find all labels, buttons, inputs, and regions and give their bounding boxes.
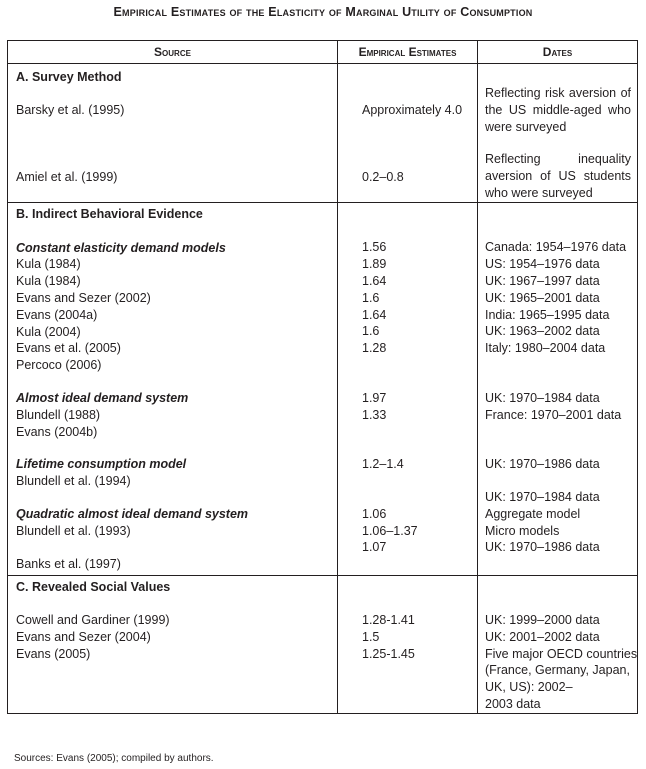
estimate-cell: 1.28-1.41 bbox=[362, 612, 415, 627]
estimate-cell: 1.64 bbox=[362, 273, 387, 288]
source-cell bbox=[16, 540, 337, 557]
estimate-cell: Approximately 4.0 bbox=[362, 103, 463, 117]
estimates-table bbox=[7, 40, 638, 714]
dates-line: UK: 1965–2001 data bbox=[485, 290, 600, 305]
source-cell: Blundell et al. (1993) bbox=[16, 523, 131, 538]
dates-line: US: 1954–1976 data bbox=[485, 257, 600, 272]
header-row bbox=[8, 41, 638, 64]
dates-line: Italy: 1980–2004 data bbox=[485, 341, 606, 356]
source-header: Source bbox=[8, 41, 338, 64]
dates-line: Reflecting inequality bbox=[485, 152, 631, 167]
estimate-cell: 1.28 bbox=[362, 341, 387, 356]
section-b bbox=[8, 202, 638, 575]
dates-line: the US middle-aged who bbox=[485, 102, 631, 117]
subheading: Lifetime consumption model bbox=[16, 457, 187, 472]
dates-line: UK: 1970–1984 data bbox=[485, 489, 600, 504]
source-cell: Evans (2005) bbox=[16, 646, 91, 661]
estimate-cell: 1.64 bbox=[362, 307, 387, 322]
estimates-header: Empirical Estimates bbox=[338, 41, 478, 64]
dates-line: UK: 1999–2000 data bbox=[485, 612, 600, 627]
source-cell: Evans and Sezer (2004) bbox=[16, 629, 151, 644]
estimate-cell: 1.97 bbox=[362, 390, 387, 405]
source-cell: Amiel et al. (1999) bbox=[16, 169, 118, 184]
estimate-cell: 1.25-1.45 bbox=[362, 646, 415, 661]
dates-line: India: 1965–1995 data bbox=[485, 307, 610, 322]
source-cell: Evans (2004a) bbox=[16, 307, 98, 322]
source-cell: Kula (1984) bbox=[16, 274, 81, 289]
estimate-cell: 1.56 bbox=[362, 240, 387, 255]
source-cell: Kula (2004) bbox=[16, 324, 81, 339]
estimate-cell: 1.33 bbox=[362, 407, 387, 422]
source-cell: Evans et al. (2005) bbox=[16, 341, 121, 356]
dates-line: (France, Germany, Japan, bbox=[485, 663, 630, 678]
estimate-cell: 1.6 bbox=[362, 324, 380, 339]
estimate-cell bbox=[362, 489, 477, 506]
section-b-heading: B. Indirect Behavioral Evidence bbox=[16, 206, 203, 221]
dates-line: Aggregate model bbox=[485, 506, 581, 521]
dates-line: UK: 1970–1986 data bbox=[485, 457, 600, 472]
section-c bbox=[8, 576, 638, 714]
dates-line: 2003 data bbox=[485, 696, 541, 711]
subheading: Quadratic almost ideal demand system bbox=[16, 506, 249, 521]
source-cell: Kula (1984) bbox=[16, 257, 81, 272]
subheading: Almost ideal demand system bbox=[16, 390, 189, 405]
source-cell: Banks et al. (1997) bbox=[16, 557, 121, 572]
dates-line: UK, US): 2002– bbox=[485, 680, 573, 695]
section-a-heading: A. Survey Method bbox=[16, 70, 122, 84]
subheading: Constant elasticity demand models bbox=[16, 240, 226, 255]
estimate-cell: 1.06–1.37 bbox=[362, 523, 418, 538]
estimate-cell: 1.06 bbox=[362, 506, 387, 521]
dates-line: UK: 1970–1984 data bbox=[485, 390, 600, 405]
source-cell: Barsky et al. (1995) bbox=[16, 102, 125, 117]
estimate-cell: 0.2–0.8 bbox=[362, 169, 404, 184]
estimate-cell: 1.5 bbox=[362, 629, 380, 644]
dates-line: UK: 1970–1986 data bbox=[485, 540, 600, 555]
section-c-heading: C. Revealed Social Values bbox=[16, 580, 171, 595]
estimate-cell: 1.07 bbox=[362, 540, 387, 555]
dates-line: aversion of US students bbox=[485, 169, 631, 184]
estimate-cell: 1.2–1.4 bbox=[362, 457, 404, 472]
table-title: Empirical Estimates of the Elasticity of Marginal Utility of Consumption bbox=[113, 5, 533, 19]
dates-line: UK: 1967–1997 data bbox=[485, 273, 600, 288]
section-a bbox=[8, 64, 638, 203]
estimate-cell: 1.89 bbox=[362, 257, 387, 272]
source-cell: Blundell (1988) bbox=[16, 407, 101, 422]
dates-line: who were surveyed bbox=[485, 185, 593, 200]
dates-line: Reflecting risk aversion of bbox=[485, 86, 631, 100]
source-cell: Blundell et al. (1994) bbox=[16, 474, 131, 489]
dates-line: UK: 1963–2002 data bbox=[485, 324, 600, 339]
dates-line: UK: 2001–2002 data bbox=[485, 629, 600, 644]
source-cell: Cowell and Gardiner (1999) bbox=[16, 612, 170, 627]
dates-line: Micro models bbox=[485, 523, 560, 538]
dates-line: Five major OECD countries bbox=[485, 646, 638, 661]
source-cell: Percoco (2006) bbox=[16, 358, 102, 373]
dates-line: Canada: 1954–1976 data bbox=[485, 240, 627, 255]
source-cell: Evans and Sezer (2002) bbox=[16, 290, 151, 305]
source-cell: Evans (2004b) bbox=[16, 424, 98, 439]
dates-line: were surveyed bbox=[485, 119, 567, 134]
dates-line: France: 1970–2001 data bbox=[485, 407, 622, 422]
estimate-cell: 1.6 bbox=[362, 290, 380, 305]
sources-footnote: Sources: Evans (2005); compiled by authors. bbox=[14, 753, 214, 764]
dates-header: Dates bbox=[478, 41, 638, 64]
